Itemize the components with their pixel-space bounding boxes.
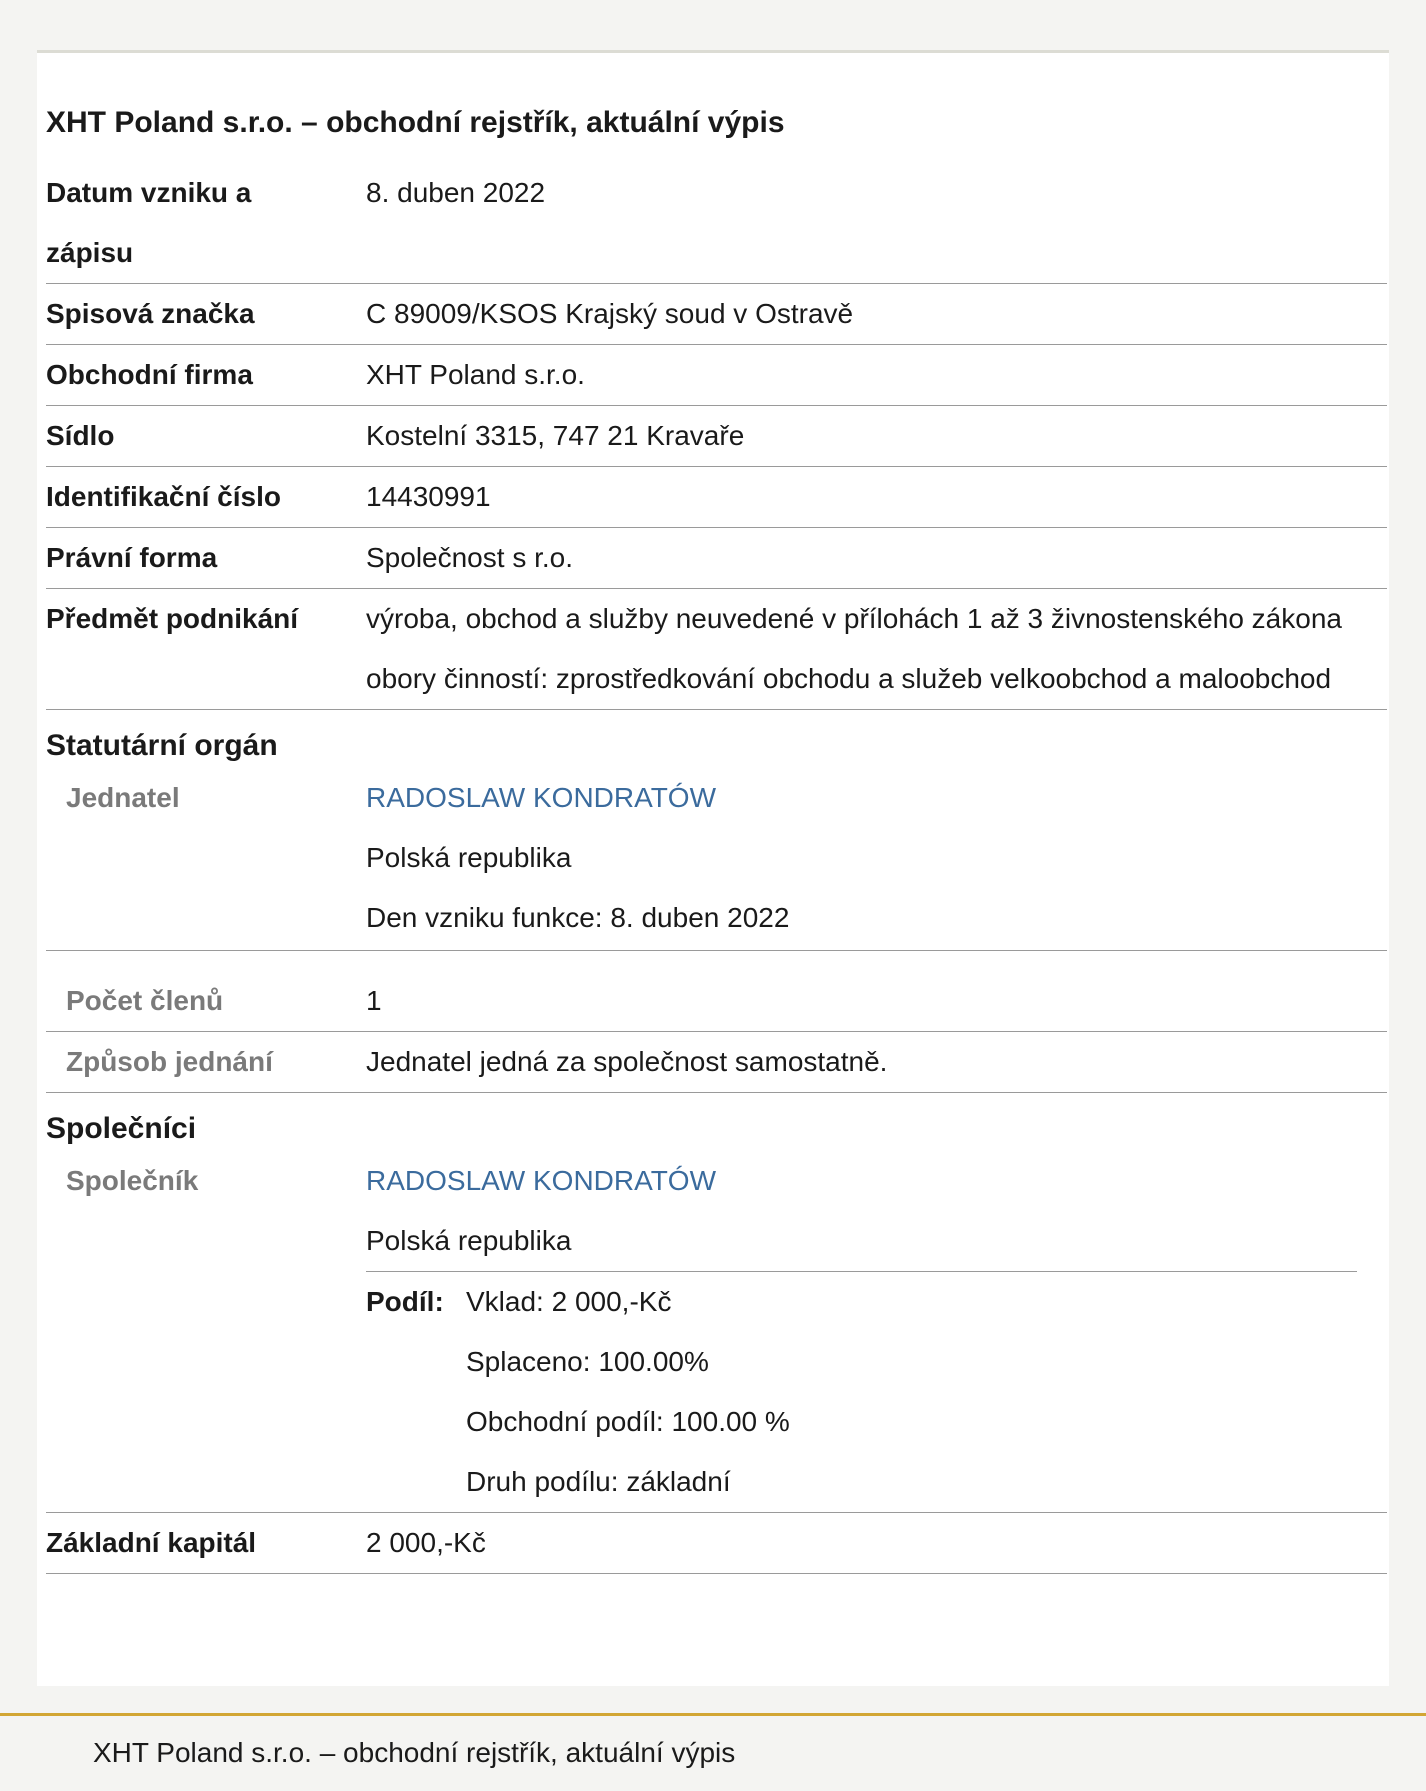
- row-company-name: [46, 345, 1387, 406]
- capital-label: Základní kapitál: [46, 1527, 257, 1558]
- row-label: Spisová značka: [46, 298, 255, 329]
- partner-label: Společník: [66, 1165, 199, 1196]
- statutory-heading: Statutární orgán: [46, 729, 278, 762]
- row-file-number: [46, 284, 1387, 345]
- row-label: Právní forma: [46, 542, 218, 573]
- share-deposit: Vklad: 2 000,-Kč: [466, 1286, 672, 1317]
- row-founded: [46, 163, 1387, 284]
- row-capital: [46, 1513, 1387, 1574]
- row-label: Obchodní firma: [46, 359, 253, 390]
- share-type: Druh podílu: základní: [466, 1466, 731, 1497]
- registry-card: [37, 50, 1389, 1686]
- director-since: Den vzniku funkce: 8. duben 2022: [366, 902, 790, 933]
- share-block: [366, 1271, 1357, 1512]
- manner-value: Jednatel jedná za společnost samostatně.: [366, 1046, 888, 1077]
- partner-details: [366, 1151, 1387, 1512]
- manner-label: Způsob jednání: [66, 1046, 273, 1077]
- row-members: [46, 951, 1387, 1032]
- row-value: 14430991: [366, 481, 491, 512]
- footer-text: XHT Poland s.r.o. – obchodní rejstřík, aktuální výpis: [93, 1737, 736, 1768]
- row-label: Předmět podnikání: [46, 603, 299, 634]
- row-value: Společnost s r.o.: [366, 542, 574, 573]
- share-lines: [466, 1272, 790, 1512]
- row-partner: [46, 1151, 1387, 1513]
- members-label: Počet členů: [66, 985, 224, 1016]
- share-label: Podíl:: [366, 1286, 444, 1317]
- row-value: XHT Poland s.r.o.: [366, 359, 585, 390]
- director-details: [366, 768, 1387, 948]
- share-business: Obchodní podíl: 100.00 %: [466, 1406, 790, 1437]
- row-label: Identifikační číslo: [46, 481, 281, 512]
- row-label: Datum vzniku a zápisu: [46, 177, 252, 268]
- row-label: Sídlo: [46, 420, 115, 451]
- partner-country: Polská republika: [366, 1225, 572, 1256]
- members-value: 1: [366, 985, 382, 1016]
- director-name-link[interactable]: RADOSLAW KONDRATÓW: [366, 782, 717, 813]
- row-business-subject: [46, 589, 1387, 710]
- partner-name-link[interactable]: RADOSLAW KONDRATÓW: [366, 1165, 717, 1196]
- page-title: XHT Poland s.r.o. – obchodní rejstřík, aktuální výpis: [46, 106, 785, 139]
- row-value: C 89009/KSOS Krajský soud v Ostravě: [366, 298, 854, 329]
- capital-value: 2 000,-Kč: [366, 1527, 486, 1558]
- row-manner: [46, 1032, 1387, 1093]
- director-country: Polská republika: [366, 842, 572, 873]
- share-paid: Splaceno: 100.00%: [466, 1346, 709, 1377]
- partners-heading: Společníci: [46, 1112, 197, 1145]
- row-seat: [46, 406, 1387, 467]
- row-id-number: [46, 467, 1387, 528]
- director-label: Jednatel: [66, 782, 180, 813]
- row-director: [46, 768, 1387, 951]
- row-legal-form: [46, 528, 1387, 589]
- row-value: 8. duben 2022: [366, 177, 546, 208]
- footer: [0, 1713, 1426, 1791]
- row-value: výroba, obchod a služby neuvedené v přílohách 1 až 3 živnostenského zákona obory činností: zprostředkování obchodu a služeb velkoobchod a maloobchod: [366, 603, 1342, 694]
- row-value: Kostelní 3315, 747 21 Kravaře: [366, 420, 745, 451]
- registry-content: [46, 103, 1387, 1574]
